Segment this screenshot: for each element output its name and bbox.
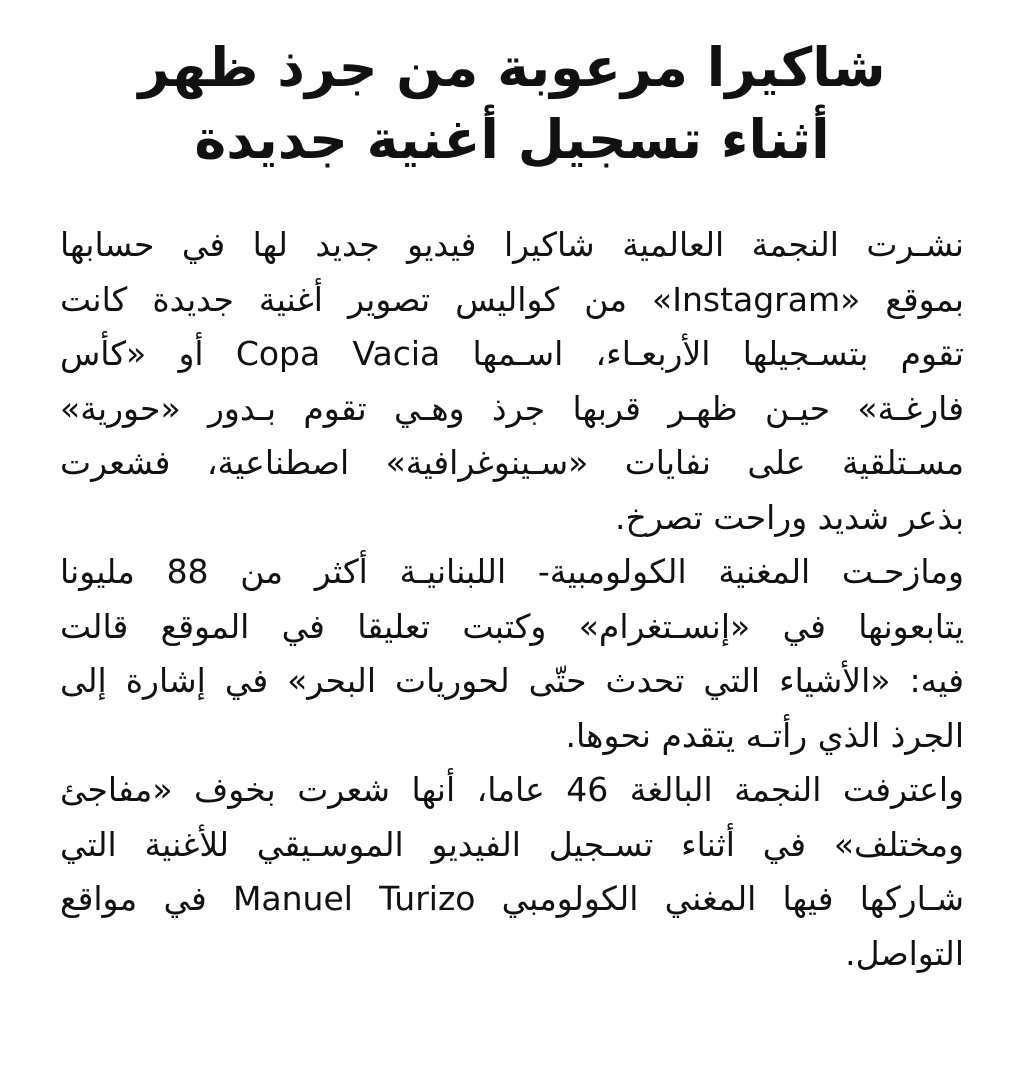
article-headline bbox=[60, 32, 964, 176]
headline-line: شاكيرا مرعوبة من جرذ ظهر bbox=[138, 36, 886, 99]
article-paragraph bbox=[60, 545, 964, 763]
paragraph-line: واعترفت النجمة البالغة 46 عاما، أنها شعرت بخوف «مفاجئ bbox=[60, 770, 965, 809]
paragraph-line: تقوم بتسـجيلها الأربعـاء، اسـمها Copa Vacia أو «كأس bbox=[60, 334, 964, 373]
paragraph-line: بذعر شديد وراحت تصرخ. bbox=[615, 497, 964, 537]
paragraph-line: يتابعونها في «إنسـتغرام» وكتبت تعليقا في الموقع قالت bbox=[60, 606, 964, 646]
paragraph-line: الجرذ الذي رأتـه يتقدم نحوها. bbox=[565, 715, 964, 755]
paragraph-line: فارغـة» حيـن ظهـر قربها جرذ وهـي تقوم بـدور «حورية» bbox=[60, 388, 964, 428]
paragraph-line: فيه: «الأشياء التي تحدث حتّى لحوريات البحر» في إشارة إلى bbox=[60, 661, 964, 700]
article-paragraph bbox=[60, 763, 964, 981]
paragraph-line: مسـتلقية على نفايات «سـينوغرافية» اصطناعية، فشعرت bbox=[60, 443, 964, 482]
article-paragraph bbox=[60, 218, 964, 545]
paragraph-line: التواصل. bbox=[845, 933, 964, 973]
paragraph-line: نشـرت النجمة العالمية شاكيرا فيديو جديد لها في حسابها bbox=[60, 225, 964, 264]
paragraph-line: ومازحـت المغنية الكولومبية- اللبنانيـة أكثر من 88 مليونا bbox=[60, 552, 964, 591]
paragraph-line: بموقع «Instagram» من كواليس تصوير أغنية جديدة كانت bbox=[60, 279, 964, 319]
article-body bbox=[60, 218, 964, 981]
paragraph-line: شـاركها فيها المغني الكولومبي Manuel Turizo في مواقع bbox=[60, 879, 964, 918]
headline-line: أثناء تسجيل أغنية جديدة bbox=[194, 108, 830, 171]
paragraph-line: ومختلف» في أثناء تسـجيل الفيديو الموسـيقي للأغنية التي bbox=[60, 824, 964, 864]
